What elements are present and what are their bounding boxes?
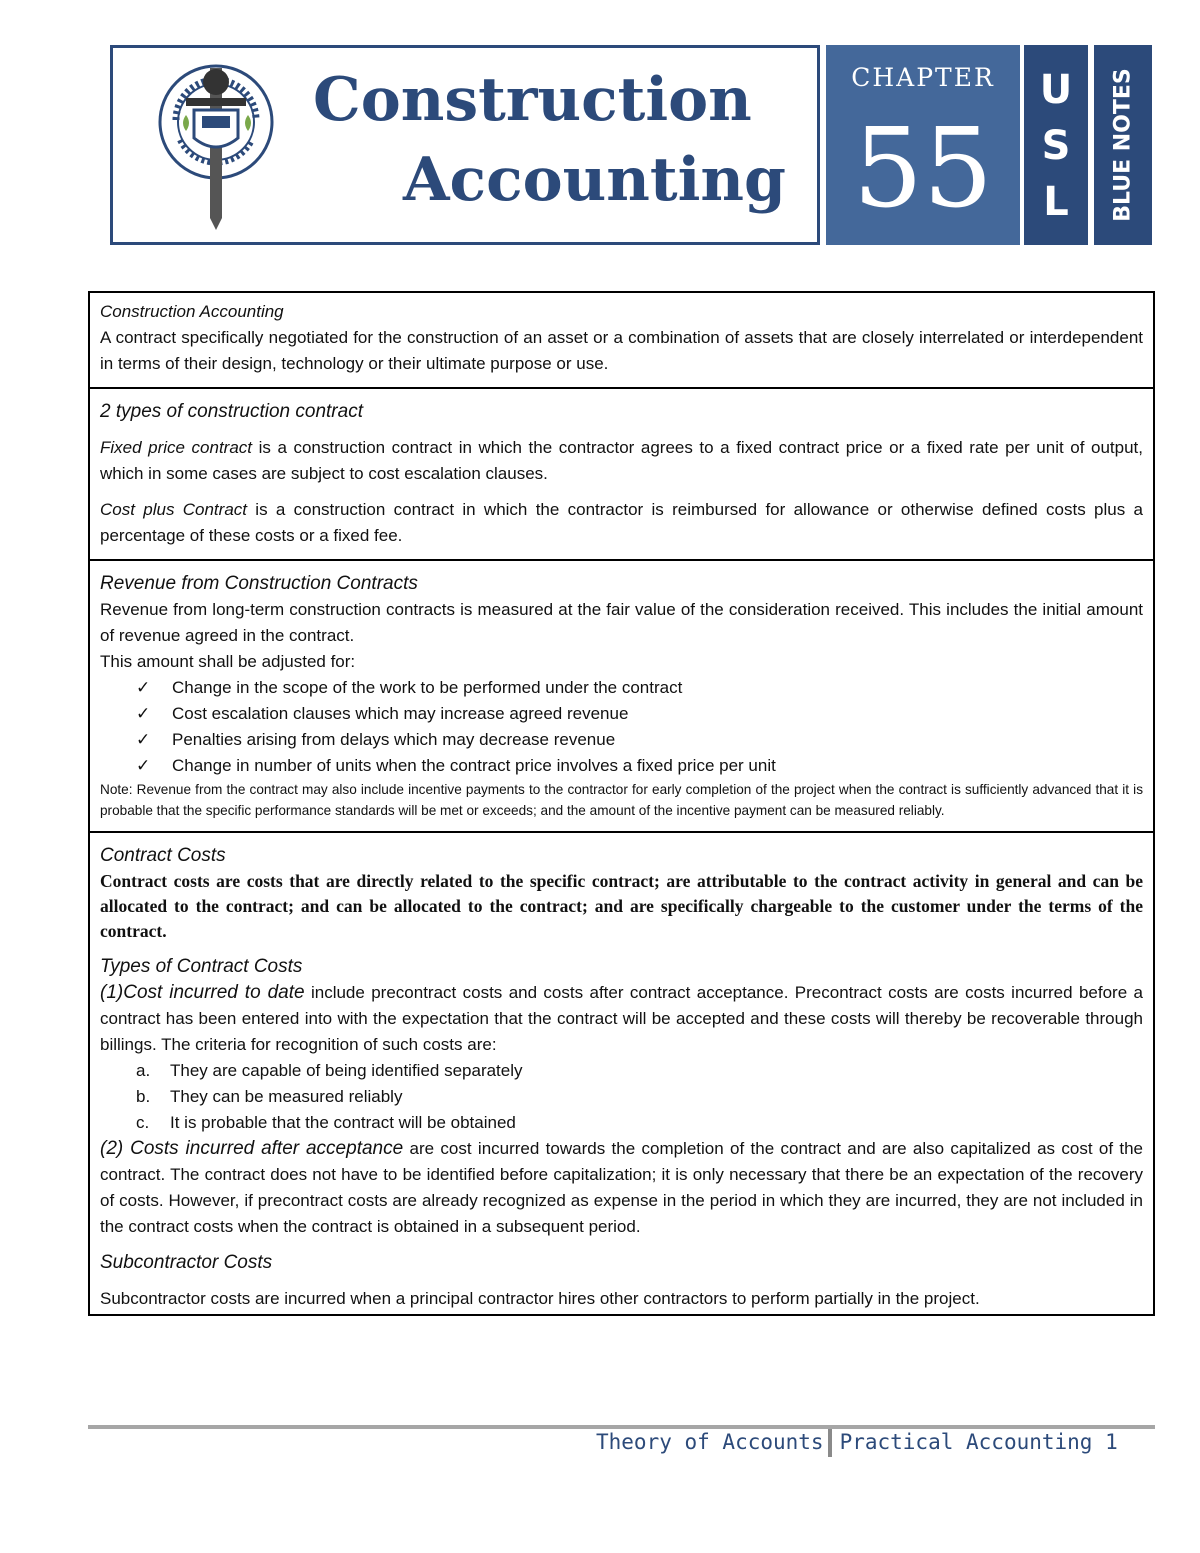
blue-notes-label: BLUE NOTES	[1110, 68, 1136, 222]
types-heading: 2 types of construction contract	[100, 401, 363, 422]
costs-definition: Contract costs are costs that are directly related to the specific contract; are attributable to the contract activity in general and can be allocated to the contract; and can be allocated to the contract; and are specifically chargeable to the customer under the terms of the contract.	[100, 871, 1143, 941]
cost-item-2-text: are cost incurred towards the completion of the contract and are also capitalized as cost of the contract. The contract does not have to be identified before capitalization; it is only necessary that there be an expectation of the recovery of costs. However, if precontract costs are already recognized as expense in the period in which they are incurred, they are not included in the contract costs when the contract is obtained in a subsequent period.	[100, 1139, 1144, 1236]
revenue-heading: Revenue from Construction Contracts	[100, 573, 418, 594]
list-item	[100, 1058, 1143, 1084]
revenue-adjust-list	[100, 675, 1143, 779]
footer-separator	[828, 1429, 832, 1457]
chapter-box	[826, 45, 1020, 245]
list-item-text: Change in number of units when the contract price involves a fixed price per unit	[172, 756, 776, 775]
chapter-number: 55	[853, 104, 993, 232]
list-marker: c.	[136, 1113, 150, 1132]
cost-item-1-paragraph	[100, 980, 1143, 1058]
list-item	[100, 701, 1143, 727]
list-item-text: Cost escalation clauses which may increase agreed revenue	[172, 704, 629, 723]
university-seal-logo	[158, 60, 278, 230]
revenue-note: Note: Revenue from the contract may also include incentive payments to the contractor for early completion of the project when the contract is sufficiently advanced that it is probable that the specific performance standards will be met or exceeds; and the amount of the incentive payment can be measured reliably.	[100, 782, 1143, 818]
content-table	[88, 291, 1155, 1316]
checkmark-icon: ✓	[136, 756, 151, 775]
recognition-criteria-list	[100, 1058, 1143, 1136]
subcontractor-text: Subcontractor costs are incurred when a principal contractor hires other contractors to perform partially in the project.	[100, 1289, 980, 1308]
usl-letter-s: S	[1041, 123, 1071, 169]
fixed-price-text: is a construction contract in which the contractor agrees to a fixed contract price or a fixed rate per unit of output, which in some cases are subject to cost escalation clauses.	[100, 438, 1143, 483]
title-line-1: Construction	[313, 65, 752, 135]
list-item-text: It is probable that the contract will be obtained	[170, 1113, 516, 1132]
page-footer	[596, 1429, 1118, 1457]
checkmark-icon: ✓	[136, 678, 151, 697]
list-item	[100, 727, 1143, 753]
revenue-adjust-intro: This amount shall be adjusted for:	[100, 652, 356, 671]
header-title-box	[110, 45, 820, 245]
blue-notes-box	[1094, 45, 1152, 245]
cost-item-1-text: include precontract costs and costs after contract acceptance. Precontract costs are costs incurred before a contract has been entered into with the expectation that the contract will be accepted and these costs will thereby be recoverable through billings. The criteria for recognition of such costs are:	[100, 983, 1144, 1054]
cost-plus-text: is a construction contract in which the contractor is reimbursed for allowance or otherwise defined costs plus a percentage of these costs or a fixed fee.	[100, 500, 1143, 545]
revenue-text: Revenue from long-term construction contracts is measured at the fair value of the consideration received. This includes the initial amount of revenue agreed in the contract.	[100, 600, 1143, 645]
section-revenue	[90, 561, 1153, 833]
definition-text: A contract specifically negotiated for the construction of an asset or a combination of assets that are closely interrelated or interdependent in terms of their design, technology or their ultimate purpose or use.	[100, 328, 1143, 373]
cost-types-heading: Types of Contract Costs	[100, 956, 303, 977]
list-item	[100, 675, 1143, 701]
list-item-text: They are capable of being identified separately	[170, 1061, 523, 1080]
usl-letter-u: U	[1039, 67, 1073, 113]
footer-subject: Theory of Accounts	[596, 1430, 824, 1454]
checkmark-icon: ✓	[136, 730, 151, 749]
fixed-price-paragraph	[100, 435, 1143, 487]
cost-plus-paragraph	[100, 497, 1143, 549]
list-item	[100, 1084, 1143, 1110]
list-item	[100, 1110, 1143, 1136]
cost-item-2-paragraph	[100, 1136, 1143, 1240]
list-item-text: They can be measured reliably	[170, 1087, 403, 1106]
cost-item-1-label: (1)Cost incurred to date	[100, 982, 305, 1003]
definition-heading: Construction Accounting	[100, 302, 284, 321]
subcontractor-heading: Subcontractor Costs	[100, 1252, 273, 1273]
fixed-price-term: Fixed price contract	[100, 438, 253, 457]
list-marker: b.	[136, 1087, 151, 1106]
cost-plus-term: Cost plus Contract	[100, 500, 247, 519]
list-item-text: Penalties arising from delays which may decrease revenue	[172, 730, 616, 749]
section-contract-types	[90, 389, 1153, 561]
checkmark-icon: ✓	[136, 704, 151, 723]
list-item	[100, 753, 1143, 779]
cost-item-2-label: (2) Costs incurred after acceptance	[100, 1138, 404, 1159]
document-title	[313, 60, 813, 220]
footer-course: Practical Accounting 1	[839, 1430, 1118, 1454]
section-contract-costs	[90, 833, 1153, 1314]
costs-heading: Contract Costs	[100, 845, 226, 866]
title-line-2: Accounting	[403, 145, 786, 215]
usl-box	[1024, 45, 1088, 245]
list-marker: a.	[136, 1061, 151, 1080]
chapter-label: CHAPTER	[851, 63, 995, 92]
list-item-text: Change in the scope of the work to be performed under the contract	[172, 678, 683, 697]
section-definition	[90, 293, 1153, 389]
usl-letter-l: L	[1043, 179, 1069, 225]
